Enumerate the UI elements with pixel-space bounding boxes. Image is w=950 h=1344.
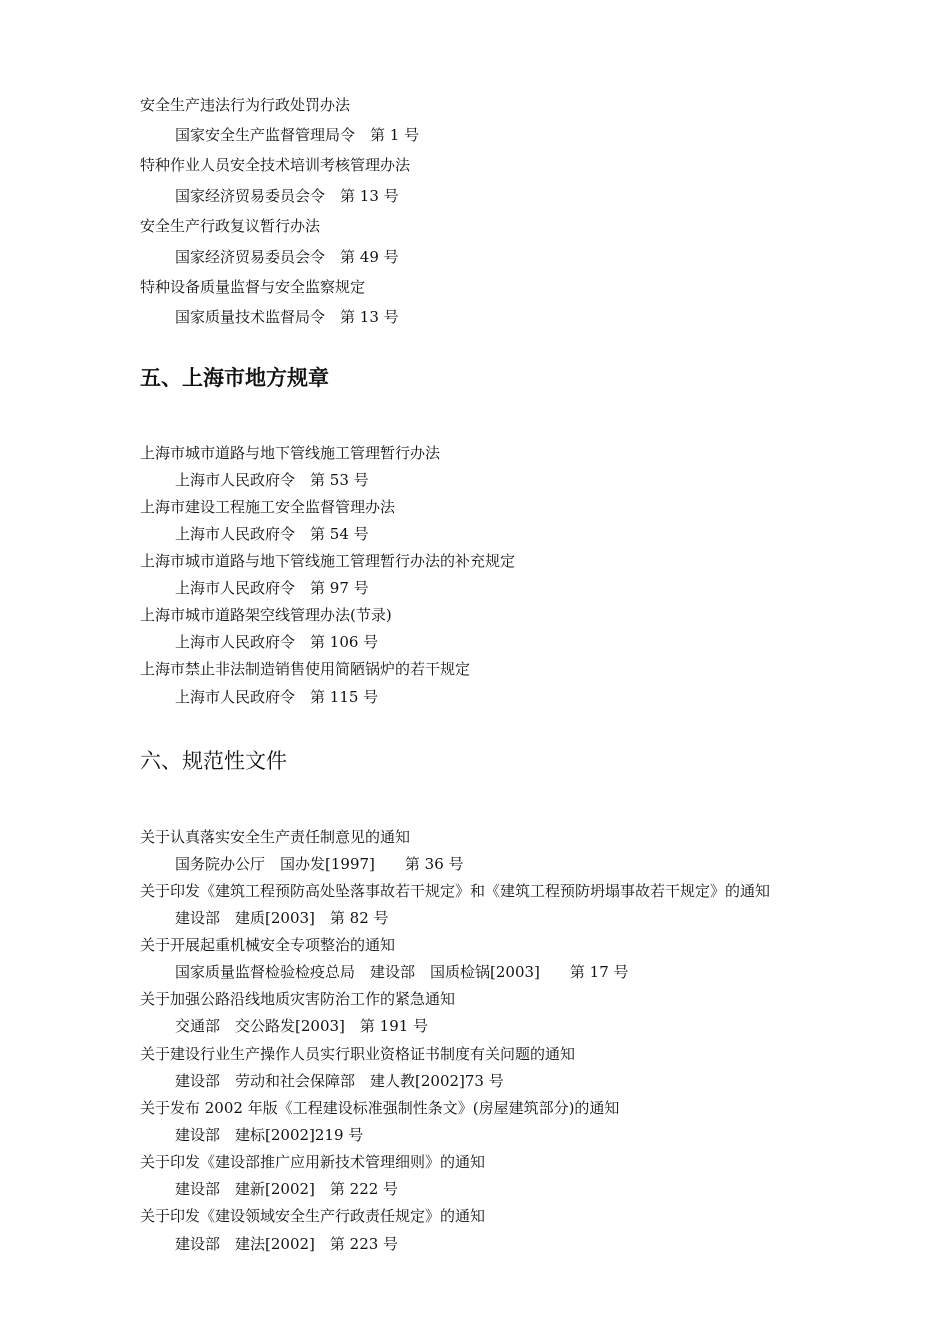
document-title: 关于印发《建设部推广应用新技术管理细则》的通知 (140, 1153, 486, 1171)
document-source: 建设部 建新[2002] 第 222 号 (175, 1180, 399, 1198)
document-title: 关于加强公路沿线地质灾害防治工作的紧急通知 (140, 990, 456, 1008)
section-heading-5: 五、上海市地方规章 (140, 366, 329, 390)
document-title: 关于发布 2002 年版《工程建设标准强制性条文》(房屋建筑部分)的通知 (140, 1099, 620, 1117)
section-heading-6: 六、规范性文件 (140, 749, 287, 773)
document-source: 建设部 建法[2002] 第 223 号 (175, 1235, 399, 1253)
document-title: 关于印发《建筑工程预防高处坠落事故若干规定》和《建筑工程预防坍塌事故若干规定》的通知 (140, 882, 771, 900)
document-title: 关于建设行业生产操作人员实行职业资格证书制度有关问题的通知 (140, 1045, 576, 1063)
regulation-source: 上海市人民政府令 第 115 号 (175, 688, 379, 706)
regulation-source: 上海市人民政府令 第 53 号 (175, 471, 369, 489)
document-source: 交通部 交公路发[2003] 第 191 号 (175, 1017, 429, 1035)
regulation-title: 上海市建设工程施工安全监督管理办法 (140, 498, 396, 516)
regulation-source: 上海市人民政府令 第 54 号 (175, 525, 369, 543)
regulation-title: 安全生产行政复议暂行办法 (140, 217, 321, 235)
document-title: 关于开展起重机械安全专项整治的通知 (140, 936, 396, 954)
document-source: 国家质量监督检验检疫总局 建设部 国质检锅[2003] 第 17 号 (175, 963, 629, 981)
document-source: 建设部 建标[2002]219 号 (175, 1126, 364, 1144)
document-source: 建设部 劳动和社会保障部 建人教[2002]73 号 (175, 1072, 504, 1090)
regulation-source: 上海市人民政府令 第 106 号 (175, 633, 379, 651)
document-title: 关于印发《建设领域安全生产行政责任规定》的通知 (140, 1207, 486, 1225)
regulation-title: 上海市禁止非法制造销售使用简陋锅炉的若干规定 (140, 660, 471, 678)
regulation-title: 上海市城市道路与地下管线施工管理暂行办法的补充规定 (140, 552, 516, 570)
regulation-title: 上海市城市道路架空线管理办法(节录) (140, 606, 392, 624)
regulation-title: 特种设备质量监督与安全监察规定 (140, 278, 366, 296)
regulation-title: 上海市城市道路与地下管线施工管理暂行办法 (140, 444, 441, 462)
regulation-source: 国家经济贸易委员会令 第 49 号 (175, 248, 399, 266)
regulation-source: 国家安全生产监督管理局令 第 1 号 (175, 126, 420, 144)
regulation-source: 国家经济贸易委员会令 第 13 号 (175, 187, 399, 205)
regulation-source: 国家质量技术监督局令 第 13 号 (175, 308, 399, 326)
regulation-title: 安全生产违法行为行政处罚办法 (140, 96, 351, 114)
regulation-title: 特种作业人员安全技术培训考核管理办法 (140, 156, 411, 174)
document-source: 国务院办公厅 国办发[1997] 第 36 号 (175, 855, 464, 873)
document-title: 关于认真落实安全生产责任制意见的通知 (140, 828, 411, 846)
document-source: 建设部 建质[2003] 第 82 号 (175, 909, 389, 927)
regulation-source: 上海市人民政府令 第 97 号 (175, 579, 369, 597)
